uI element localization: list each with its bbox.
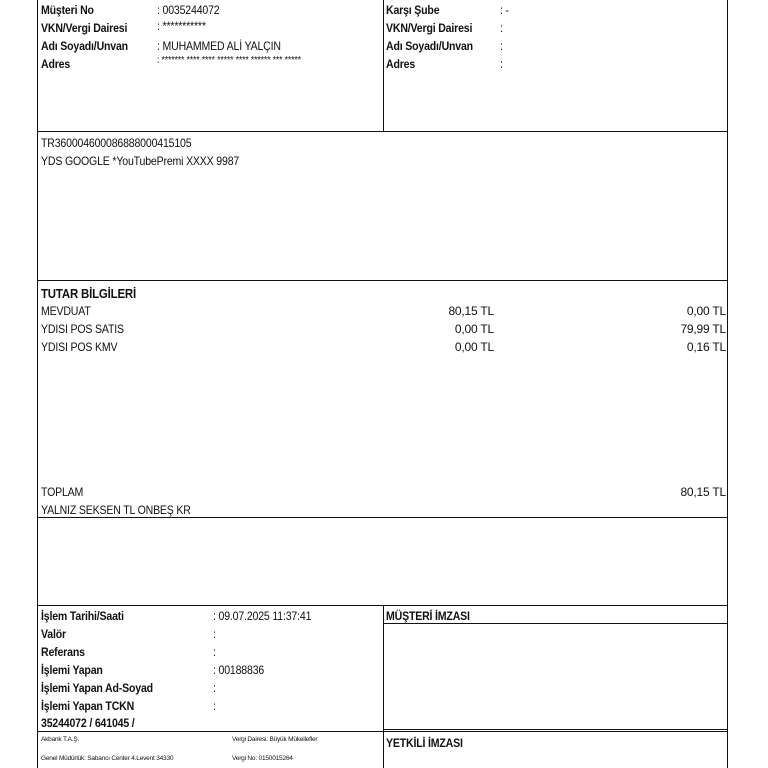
divider-top-center <box>383 0 384 132</box>
footer-tax-office: Vergi Dairesi: Büyük Mükellefler <box>232 736 318 743</box>
authorized-signature-title: YETKİLİ İMZASI <box>386 736 463 750</box>
iban-text: TR360004600086888000415105 <box>41 136 192 150</box>
customer-name-value: : MUHAMMED ALİ YALÇIN <box>157 39 281 53</box>
footer-hq-address: Genel Müdürlük: Sabancı Center 4.Levent 34330 <box>41 755 174 762</box>
karsi-sube-value: : - <box>500 3 509 17</box>
footer-bank-name: Akbank T.A.Ş. <box>41 736 80 743</box>
counterparty-name-value: : <box>500 39 503 53</box>
musteri-no-value: : 0035244072 <box>157 3 220 17</box>
total-value: 80,15 TL <box>680 485 726 499</box>
processed-by-tckn-value: : <box>213 699 216 713</box>
amount-row-col2: 0,00 TL <box>686 304 726 318</box>
footer-tax-number: Vergi No: 0150015264 <box>232 755 293 762</box>
counterparty-address-label: Adres <box>386 57 416 71</box>
hline-1 <box>37 131 728 132</box>
hline-footer-right <box>383 729 728 730</box>
amount-row-label: MEVDUAT <box>41 304 91 318</box>
transaction-code: 35244072 / 641045 / <box>41 716 135 730</box>
amount-row-col1: 0,00 TL <box>454 322 494 336</box>
amount-row-label: YDISI POS SATIS <box>41 322 124 336</box>
processed-by-name-value: : <box>213 681 216 695</box>
processed-by-value: : 00188836 <box>213 663 265 677</box>
amounts-title: TUTAR BİLGİLERİ <box>41 286 137 301</box>
transaction-date-value: : 09.07.2025 11:37:41 <box>213 609 312 623</box>
customer-vkn-value: : *********** <box>157 19 206 33</box>
frame-left <box>37 0 38 768</box>
processed-by-tckn-label: İşlemi Yapan TCKN <box>41 699 135 713</box>
counterparty-vkn-label: VKN/Vergi Dairesi <box>386 21 473 35</box>
amount-row-col1: 80,15 TL <box>448 304 494 318</box>
customer-signature-title: MÜŞTERİ İMZASI <box>386 609 470 623</box>
counterparty-name-label: Adı Soyadı/Unvan <box>386 39 473 53</box>
hline-3 <box>37 517 728 518</box>
divider-bottom-center <box>383 605 384 768</box>
transaction-date-label: İşlem Tarihi/Saati <box>41 609 124 623</box>
customer-vkn-label: VKN/Vergi Dairesi <box>41 21 128 35</box>
hline-footer <box>37 731 728 732</box>
counterparty-address-value: : <box>500 57 503 71</box>
processed-by-name-label: İşlemi Yapan Ad-Soyad <box>41 681 153 695</box>
karsi-sube-label: Karşı Şube <box>386 3 440 17</box>
amount-in-words: YALNIZ SEKSEN TL ONBEŞ KR <box>41 503 191 517</box>
frame-right <box>727 0 728 768</box>
hline-sign <box>383 623 728 624</box>
processed-by-label: İşlemi Yapan <box>41 663 103 677</box>
amount-row-col1: 0,00 TL <box>454 340 494 354</box>
total-label: TOPLAM <box>41 485 84 499</box>
amount-row-col2: 0,16 TL <box>686 340 726 354</box>
valor-value: : <box>213 627 216 641</box>
reference-label: Referans <box>41 645 85 659</box>
reference-value: : <box>213 645 216 659</box>
customer-address-value: : ******* **** **** ***** **** ****** *** ***** <box>157 55 301 66</box>
hline-2 <box>37 280 728 281</box>
counterparty-vkn-value: : <box>500 21 503 35</box>
amount-row-col2: 79,99 TL <box>680 322 726 336</box>
amount-row-label: YDISI POS KMV <box>41 340 118 354</box>
customer-name-label: Adı Soyadı/Unvan <box>41 39 128 53</box>
valor-label: Valör <box>41 627 66 641</box>
musteri-no-label: Müşteri No <box>41 3 94 17</box>
customer-address-label: Adres <box>41 57 71 71</box>
description-text: YDS GOOGLE *YouTubePremi XXXX 9987 <box>41 154 240 168</box>
